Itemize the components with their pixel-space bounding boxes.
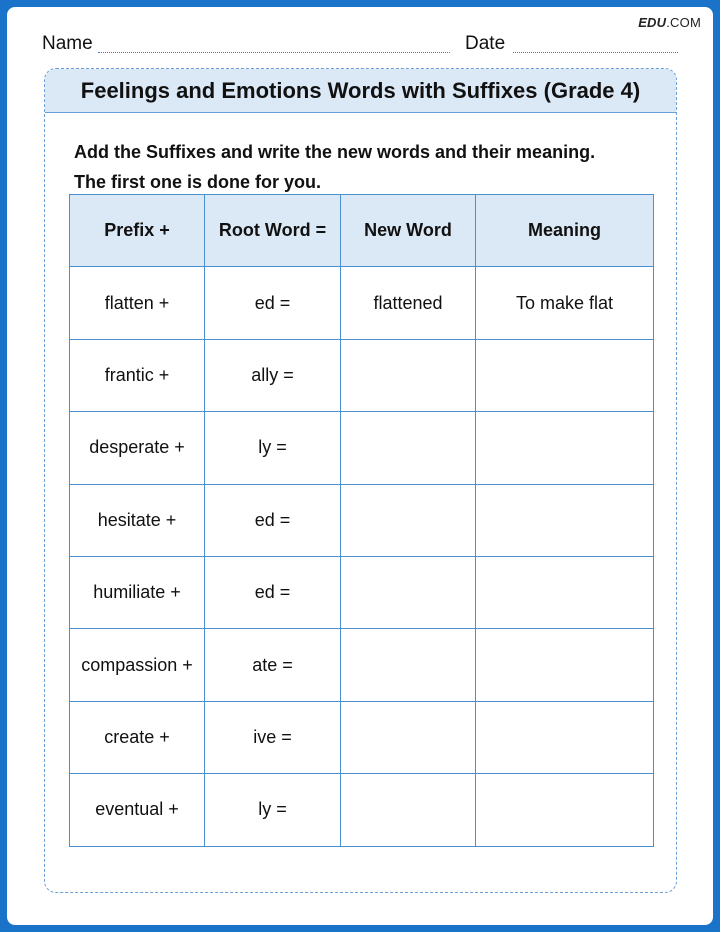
name-date-row [42, 31, 678, 57]
meaning-cell[interactable] [476, 556, 654, 628]
prefix-cell: frantic + [70, 339, 205, 411]
new-word-cell[interactable] [341, 701, 476, 773]
suffix-table [69, 194, 654, 847]
date-field[interactable] [513, 52, 678, 53]
header-prefix: Prefix + [70, 195, 205, 267]
prefix-cell: humiliate + [70, 556, 205, 628]
new-word-cell[interactable] [341, 412, 476, 484]
new-word-cell[interactable] [341, 484, 476, 556]
prefix-cell: compassion + [70, 629, 205, 701]
meaning-cell[interactable] [476, 484, 654, 556]
name-field[interactable] [98, 52, 450, 53]
meaning-cell[interactable] [476, 774, 654, 846]
meaning-cell[interactable] [476, 339, 654, 411]
prefix-cell: hesitate + [70, 484, 205, 556]
header-meaning: Meaning [476, 195, 654, 267]
table-row [70, 267, 654, 339]
root-word-cell: ly = [205, 774, 341, 846]
meaning-cell[interactable] [476, 412, 654, 484]
instruction-line-1: Add the Suffixes and write the new words and their meaning. [74, 142, 596, 162]
root-word-cell: ally = [205, 339, 341, 411]
new-word-cell: flattened [341, 267, 476, 339]
card-header [45, 69, 676, 113]
prefix-cell: flatten + [70, 267, 205, 339]
worksheet-card [44, 68, 677, 893]
prefix-cell: eventual + [70, 774, 205, 846]
table-header-row [70, 195, 654, 267]
date-label: Date [465, 33, 506, 54]
new-word-cell[interactable] [341, 556, 476, 628]
root-word-cell: ed = [205, 484, 341, 556]
brand-logo: EDU.COM [638, 15, 701, 30]
new-word-cell[interactable] [341, 774, 476, 846]
table-row [70, 556, 654, 628]
new-word-cell[interactable] [341, 629, 476, 701]
table-row [70, 774, 654, 846]
instruction-line-2: The first one is done for you. [74, 172, 322, 192]
worksheet-title: Feelings and Emotions Words with Suffixes (Grade 4) [80, 77, 641, 103]
header-new-word: New Word [341, 195, 476, 267]
root-word-cell: ed = [205, 267, 341, 339]
root-word-cell: ate = [205, 629, 341, 701]
root-word-cell: ive = [205, 701, 341, 773]
meaning-cell[interactable] [476, 629, 654, 701]
table-row [70, 701, 654, 773]
table-row [70, 412, 654, 484]
prefix-cell: create + [70, 701, 205, 773]
name-label: Name [42, 33, 93, 54]
meaning-cell: To make flat [476, 267, 654, 339]
prefix-cell: desperate + [70, 412, 205, 484]
new-word-cell[interactable] [341, 339, 476, 411]
root-word-cell: ly = [205, 412, 341, 484]
meaning-cell[interactable] [476, 701, 654, 773]
table-row [70, 484, 654, 556]
table-row [70, 629, 654, 701]
instructions [74, 137, 595, 197]
worksheet-page [7, 7, 713, 925]
table-row [70, 339, 654, 411]
header-root-word: Root Word = [205, 195, 341, 267]
root-word-cell: ed = [205, 556, 341, 628]
